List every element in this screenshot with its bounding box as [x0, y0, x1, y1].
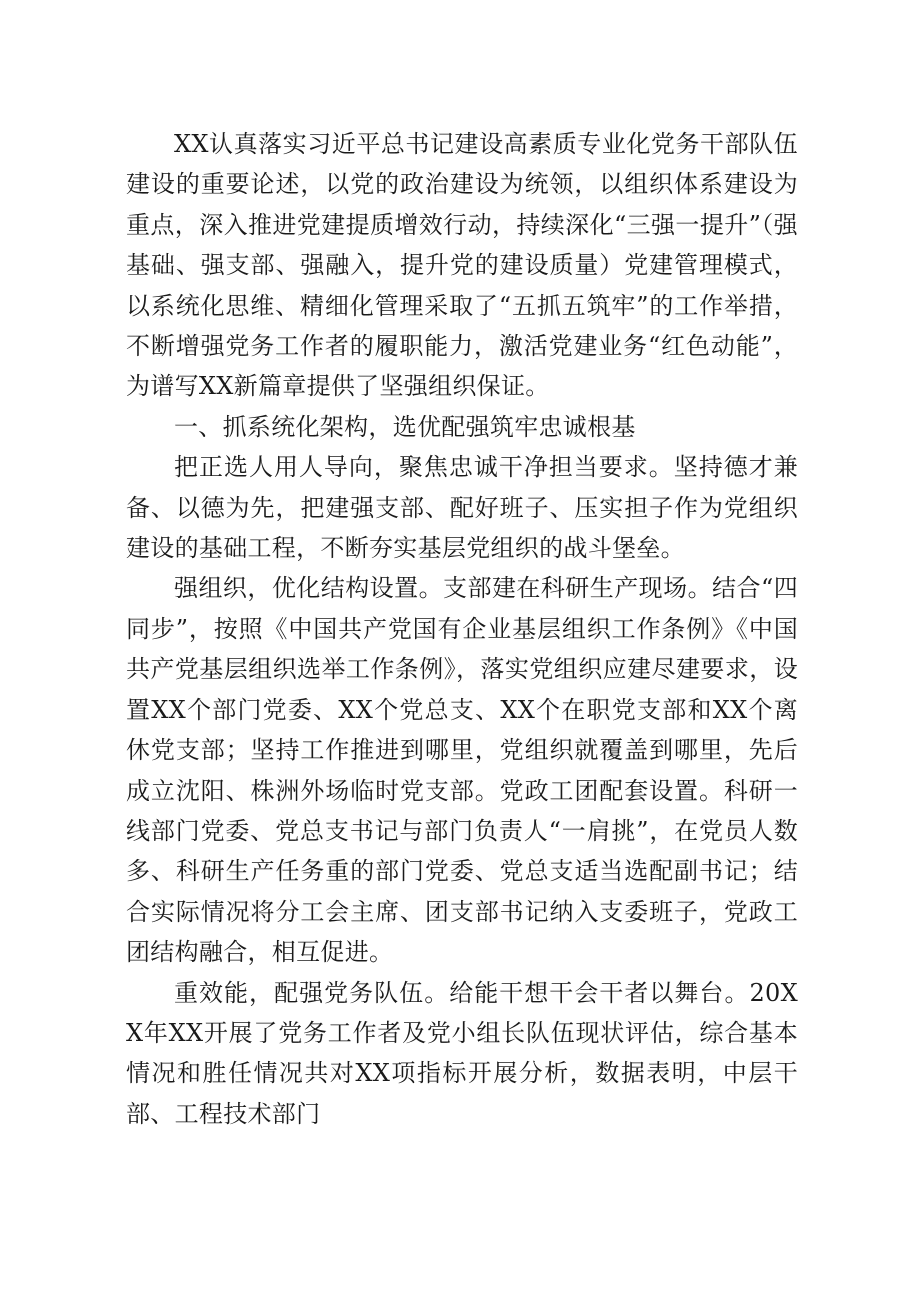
team-paragraph: 重效能，配强党务队伍。给能干想干会干者以舞台。20XX年XX开展了党务工作者及党小组长队伍现状评估，综合基本情况和胜任情况共对XX项指标开展分析，数据表明，中层干部、工程技术部门: [126, 978, 798, 1128]
organization-paragraph: 强组织，优化结构设置。支部建在科研生产现场。结合“四同步”，按照《中国共产党国有企业基层组织工作条例》《中国共产党基层组织选举工作条例》，落实党组织应建尽建要求，设置XX个部门党委、XX个党总支、XX个在职党支部和XX个离休党支部；坚持工作推进到哪里，党组织就覆盖到哪里，先后成立沈阳、株洲外场临时党支部。党政工团配套设置。科研一线部门党委、党总支书记与部门负责人“一肩挑”，在党员人数多、科研生产任务重的部门党委、党总支适当选配副书记；结合实际情况将分工会主席、团支部书记纳入支委班子，党政工团结构融合，相互促进。: [126, 574, 798, 967]
section-heading: 一、抓系统化架构，选优配强筑牢忠诚根基: [174, 412, 636, 441]
section-lead-paragraph: 把正选人用人导向，聚焦忠诚干净担当要求。坚持德才兼备、以德为先，把建强支部、配好班子、压实担子作为党组织建设的基础工程，不断夯实基层党组织的战斗堡垒。: [126, 453, 798, 563]
document-body: [126, 124, 798, 1134]
intro-paragraph: XX认真落实习近平总书记建设高素质专业化党务干部队伍建设的重要论述，以党的政治建设为统领，以组织体系建设为重点，深入推进党建提质增效行动，持续深化“三强一提升”（强基础、强支部、强融入，提升党的建设质量）党建管理模式，以系统化思维、精细化管理采取了“五抓五筑牢”的工作举措，不断增强党务工作者的履职能力，激活党建业务“红色动能”，为谱写XX新篇章提供了坚强组织保证。: [126, 130, 798, 401]
